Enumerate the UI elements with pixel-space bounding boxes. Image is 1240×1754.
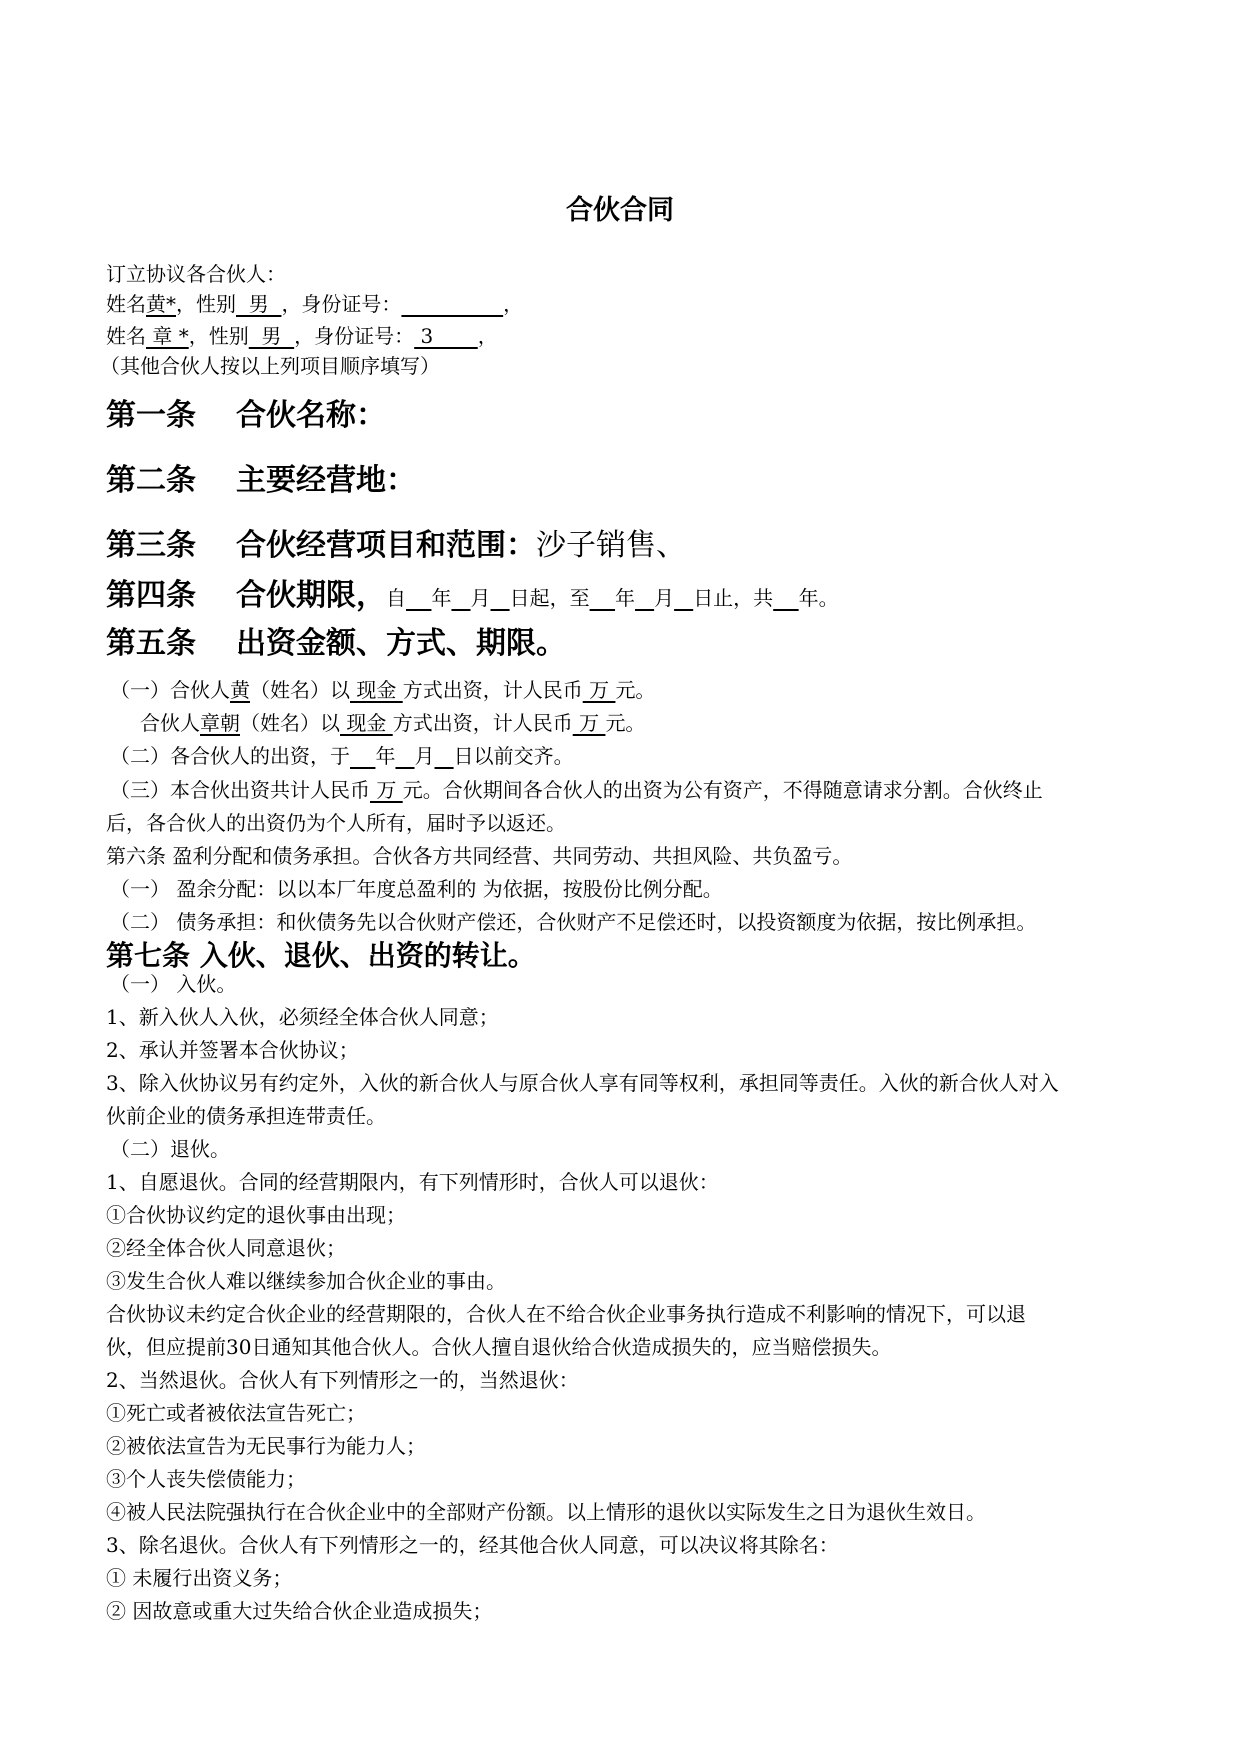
article-5-line-3: （二）各合伙人的出资，于 年 月 日以前交齐。	[110, 744, 574, 768]
article-7-line: ①合伙协议约定的退伙事由出现；	[106, 1203, 406, 1227]
partner-1-id	[401, 292, 503, 316]
term-text: 自 年 月 日起，至 年 月 日止，共 年。	[386, 586, 839, 610]
article-5-line-5: 后，各合伙人的出资仍为个人所有，届时予以返还。	[106, 811, 566, 835]
page-title: 合伙合同	[566, 195, 674, 226]
article-7-line: ① 未履行出资义务；	[106, 1566, 293, 1590]
article-7-line: ②被依法宣告为无民事行为能力人；	[106, 1434, 426, 1458]
partner-1-name: 黄*	[146, 292, 176, 316]
article-7-line: （二）退伙。	[110, 1137, 230, 1161]
article-7-line: 2、当然退伙。合伙人有下列情形之一的，当然退伙：	[106, 1368, 579, 1392]
partner-2-name: 章 *	[146, 324, 189, 348]
article-7-line: 伙前企业的债务承担连带责任。	[106, 1104, 386, 1128]
business-scope-value: 沙子销售、	[536, 528, 686, 563]
partner-2-id: 3	[414, 324, 478, 348]
article-6-profit: （一） 盈余分配：以以本厂年度总盈利的 为依据，按股份比例分配。	[110, 877, 723, 901]
article-6-heading: 第六条 盈利分配和债务承担。合伙各方共同经营、共同劳动、共担风险、共负盈亏。	[106, 844, 853, 868]
article-3-heading: 第三条 合伙经营项目和范围：沙子销售、	[106, 528, 686, 563]
article-5-line-1: （一）合伙人黄（姓名）以 现金 方式出资，计人民币 万 元。	[110, 678, 656, 702]
article-7-line: 1、新入伙人入伙，必须经全体合伙人同意；	[106, 1005, 499, 1029]
article-5-line-2: 合伙人章朝（姓名）以 现金 方式出资，计人民币 万 元。	[140, 711, 646, 735]
other-partners-note: （其他合伙人按以上列项目顺序填写）	[100, 354, 440, 378]
article-5-heading: 第五条 出资金额、方式、期限。	[106, 626, 566, 661]
article-7-line: ② 因故意或重大过失给合伙企业造成损失；	[106, 1599, 493, 1623]
article-2-heading: 第二条 主要经营地：	[106, 463, 416, 498]
partner-2-line: 姓名 章 *，性别 男 ，身份证号： 3 ，	[106, 324, 498, 348]
article-7-line: ③个人丧失偿债能力；	[106, 1467, 306, 1491]
article-7-line: 伙，但应提前30日通知其他合伙人。合伙人擅自退伙给合伙造成损失的，应当赔偿损失。	[106, 1335, 892, 1359]
intro-line: 订立协议各合伙人：	[106, 262, 286, 286]
article-5-line-4: （三）本合伙出资共计人民币 万 元。合伙期间各合伙人的出资为公有资产，不得随意请求分割。合伙终止	[110, 778, 1043, 802]
article-4-heading: 第四条 合伙期限，自 年 月 日起，至 年 月 日止，共 年。	[106, 578, 839, 613]
article-7-line: ④被人民法院强执行在合伙企业中的全部财产份额。以上情形的退伙以实际发生之日为退伙生效日。	[106, 1500, 986, 1524]
article-1-heading: 第一条 合伙名称：	[106, 398, 386, 433]
article-7-line: 3、除名退伙。合伙人有下列情形之一的，经其他合伙人同意，可以决议将其除名：	[106, 1533, 839, 1557]
article-7-line: ③发生合伙人难以继续参加合伙企业的事由。	[106, 1269, 506, 1293]
article-7-line: 1、自愿退伙。合同的经营期限内，有下列情形时，合伙人可以退伙：	[106, 1170, 719, 1194]
article-7-line: 2、承认并签署本合伙协议；	[106, 1038, 359, 1062]
partner-1-line: 姓名黄*，性别 男 ，身份证号： ，	[106, 292, 524, 316]
article-7-line: 3、除入伙协议另有约定外，入伙的新合伙人与原合伙人享有同等权利，承担同等责任。入伙的新合伙人对入	[106, 1071, 1059, 1095]
partner-1-gender: 男	[236, 292, 282, 316]
article-7-heading: 第七条 入伙、退伙、出资的转让。	[106, 939, 536, 972]
partner-2-gender: 男	[248, 324, 295, 348]
article-6-debt: （二） 债务承担：和伙债务先以合伙财产偿还，合伙财产不足偿还时，以投资额度为依据，按比例承担。	[110, 910, 1037, 934]
article-7-line: 合伙协议未约定合伙企业的经营期限的，合伙人在不给合伙企业事务执行造成不利影响的情况下，可以退	[106, 1302, 1026, 1326]
article-7-line: ②经全体合伙人同意退伙；	[106, 1236, 346, 1260]
article-7-line: ①死亡或者被依法宣告死亡；	[106, 1401, 366, 1425]
article-7-line: （一） 入伙。	[110, 972, 237, 996]
